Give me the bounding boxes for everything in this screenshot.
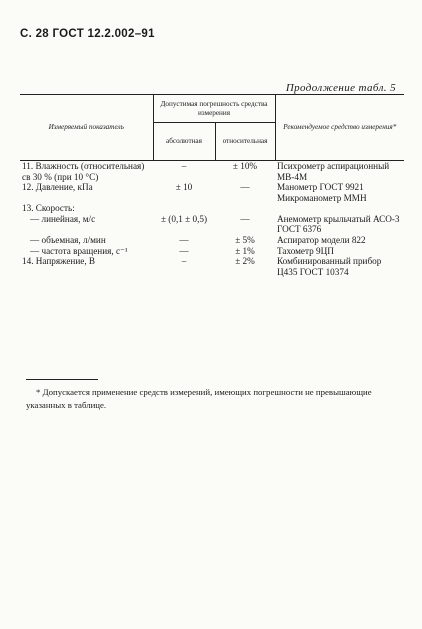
- cell-indicator: — объемная, л/мин: [30, 235, 106, 246]
- cell-relative: —: [240, 182, 250, 193]
- cell-absolute: –: [181, 161, 187, 171]
- table-row: [20, 235, 404, 246]
- page-header: С. 28 ГОСТ 12.2.002–91: [20, 28, 155, 40]
- cell-instrument: [275, 203, 404, 214]
- cell-indicator: — линейная, м/с: [30, 213, 96, 224]
- cell-relative: ± 10%: [232, 161, 258, 171]
- header-absolute: абсолютная: [153, 123, 215, 161]
- footnote: * Допускается применение средств измерений, имеющих погрешности не превышающие указанных в таблице.: [26, 387, 372, 410]
- table-row: [20, 161, 404, 183]
- table-row: [20, 256, 404, 277]
- cell-instrument: Манометр ГОСТ 9921 Микроманометр ММН: [277, 182, 367, 203]
- header-relative: относительная: [215, 123, 275, 161]
- cell-indicator: 13. Скорость:: [22, 203, 75, 214]
- cell-indicator: 12. Давление, кПа: [22, 182, 93, 193]
- cell-absolute: —: [179, 245, 189, 256]
- cell-relative: ± 2%: [235, 256, 255, 267]
- cell-absolute: [153, 203, 215, 214]
- cell-indicator: 11. Влажность (относительная) св 30 % (при 10 °С): [22, 161, 145, 182]
- table-row: [20, 203, 404, 214]
- cell-absolute: ± 10: [175, 182, 193, 193]
- cell-absolute: —: [179, 235, 189, 246]
- cell-indicator: — частота вращения, с⁻¹: [30, 245, 128, 256]
- cell-instrument: Комбинированный прибор Ц435 ГОСТ 10374: [277, 256, 382, 277]
- footnote-divider: [26, 379, 98, 380]
- cell-relative: ± 5%: [235, 235, 255, 246]
- table-row: [20, 182, 404, 203]
- continuation-label: Продолжение табл. 5: [285, 82, 396, 94]
- cell-instrument: Аспиратор модели 822: [277, 235, 366, 246]
- cell-instrument: Тахометр 9ЦП: [277, 245, 334, 256]
- cell-absolute: –: [181, 256, 187, 267]
- measurement-table: [20, 94, 404, 277]
- cell-relative: [215, 203, 275, 214]
- header-instrument: Рекомендуемое средство измерения*: [275, 95, 404, 161]
- cell-indicator: 14. Напряжение, В: [22, 256, 96, 267]
- cell-absolute: ± (0,1 ± 0,5): [160, 213, 208, 224]
- table-row: [20, 246, 404, 257]
- cell-instrument: Психрометр аспирационный МВ-4М: [277, 161, 390, 182]
- header-indicator: Измеряемый показатель: [20, 95, 153, 161]
- cell-instrument: Анемометр крыльчатый АСО-3 ГОСТ 6376: [277, 213, 400, 235]
- table-row: [20, 214, 404, 235]
- header-error-group: Допустимая погрешность средства измерения: [153, 95, 275, 123]
- cell-relative: —: [240, 213, 250, 224]
- cell-relative: ± 1%: [235, 245, 255, 256]
